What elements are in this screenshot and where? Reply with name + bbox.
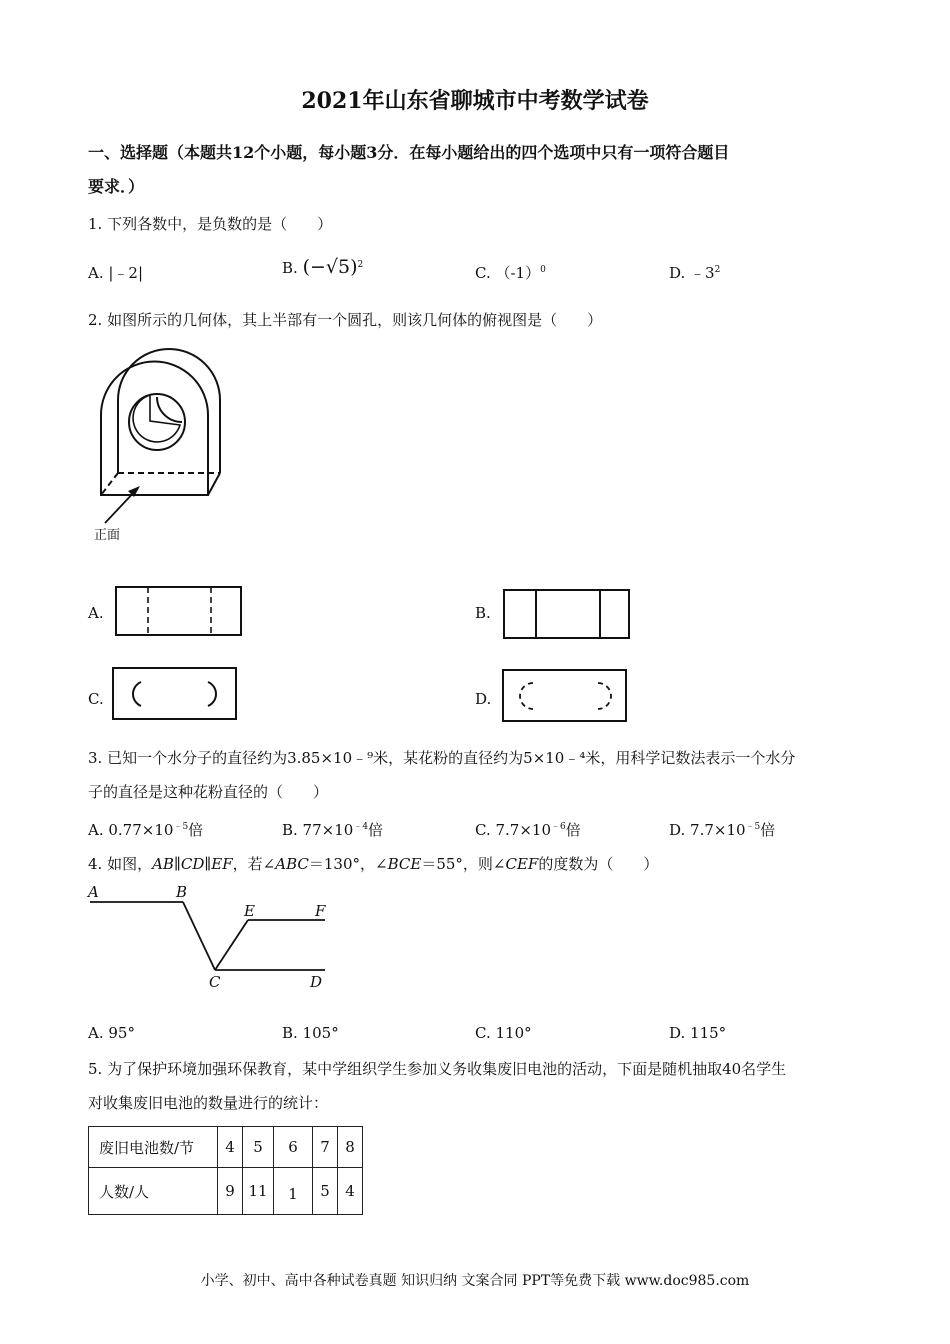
q3-option-a	[88, 819, 203, 840]
q1-option-b-prefix: B.	[282, 259, 298, 277]
table-cell: 8	[338, 1127, 363, 1168]
q2-solid-figure	[88, 345, 238, 550]
q3-option-d	[669, 819, 775, 840]
q2-option-b-label: B.	[475, 604, 491, 622]
q3-option-a-text: A. 0.77×10	[88, 821, 174, 839]
q2-option-c-label: C.	[88, 690, 104, 708]
q1-option-a: A. |﹣2|	[88, 264, 144, 282]
q2-option-c-figure	[112, 667, 239, 721]
q4-label-c: C	[209, 973, 221, 991]
q3-option-c	[475, 819, 581, 840]
table-cell: 7	[313, 1127, 338, 1168]
question-3-stem	[88, 741, 878, 809]
q3-option-c-unit: 倍	[565, 821, 581, 839]
q5-stats-table	[88, 1126, 363, 1215]
q1-option-d-text: D. ﹣3	[669, 264, 715, 282]
q4-stem-mid3: ＝55°，则∠	[421, 855, 506, 873]
q4-stem-mid2: ＝130°，∠	[308, 855, 388, 873]
page-footer: 小学、初中、高中各种试卷真题 知识归纳 文案合同 PPT等免费下载 www.doc985.com	[200, 1273, 750, 1289]
table-cell: 4	[338, 1168, 363, 1215]
table-cell: 5	[313, 1168, 338, 1215]
q4-option-a: A. 95°	[88, 1024, 135, 1042]
q3-option-c-exponent: ﹣6	[551, 822, 566, 832]
q4-stem-angle-cef: CEF	[505, 855, 539, 873]
q1-option-b	[282, 256, 363, 278]
q1-option-c-text: C. （-1）	[475, 264, 541, 282]
q3-option-b-unit: 倍	[368, 821, 384, 839]
section-heading-line1: 一、选择题（本题共12个小题，每小题3分．在每小题给出的四个选项中只有一项符合题目	[88, 143, 730, 162]
q1-option-c-exponent: 0	[540, 265, 546, 275]
table-header-cell: 废旧电池数/节	[89, 1127, 218, 1168]
section-heading	[88, 136, 868, 204]
q3-option-b-exponent: ﹣4	[353, 822, 369, 832]
q4-option-d: D. 115°	[669, 1024, 727, 1042]
q4-stem-suffix: 的度数为（ ）	[538, 855, 659, 873]
question-4-stem	[88, 847, 878, 881]
section-heading-line2: 要求．）	[88, 177, 145, 196]
q3-option-d-text: D. 7.7×10	[669, 821, 746, 839]
page-title: 2021年山东省聊城市中考数学试卷	[301, 88, 649, 114]
q3-option-a-unit: 倍	[188, 821, 204, 839]
q3-stem-line1: 3. 已知一个水分子的直径约为3.85×10﹣⁹米，某花粉的直径约为5×10﹣⁴米，用科学记数法表示一个水分	[88, 749, 796, 767]
q2-option-a-figure	[115, 586, 243, 637]
q3-option-b-text: B. 77×10	[282, 821, 354, 839]
q4-stem-angle-bce: BCE	[387, 855, 422, 873]
q3-option-a-exponent: ﹣5	[173, 822, 189, 832]
q5-stem-line1: 5. 为了保护环境加强环保教育，某中学组织学生参加义务收集废旧电池的活动，下面是随机抽取40名学生	[88, 1060, 787, 1078]
q1-option-c	[475, 262, 546, 283]
table-header-cell: 人数/人	[89, 1168, 218, 1215]
table-cell: 4	[218, 1127, 243, 1168]
q4-stem-angle-abc: ABC	[275, 855, 309, 873]
q4-label-b: B	[176, 883, 188, 901]
q4-label-a: A	[88, 883, 99, 901]
table-row	[89, 1168, 363, 1215]
q5-stem-line2: 对收集废旧电池的数量进行的统计：	[88, 1094, 329, 1112]
q2-option-d-label: D.	[475, 690, 492, 708]
q3-stem-line2: 子的直径是这种花粉直径的（ ）	[88, 783, 329, 801]
table-cell: 11	[243, 1168, 274, 1215]
table-row	[89, 1127, 363, 1168]
table-cell: 6	[274, 1127, 313, 1168]
q4-stem-prefix: 4. 如图，	[88, 855, 153, 873]
q4-option-b: B. 105°	[282, 1024, 339, 1042]
question-2-stem: 2. 如图所示的几何体，其上半部有一个圆孔，则该几何体的俯视图是（ ）	[88, 311, 603, 329]
q3-option-d-unit: 倍	[760, 821, 776, 839]
table-cell: 1	[274, 1168, 313, 1215]
table-cell: 5	[243, 1127, 274, 1168]
q1-option-b-exponent: 2	[357, 260, 364, 270]
q4-option-c: C. 110°	[475, 1024, 532, 1042]
q4-label-f: F	[315, 902, 326, 920]
q3-option-d-exponent: ﹣5	[745, 822, 761, 832]
q4-stem-mid1: ，若∠	[232, 855, 276, 873]
q4-geometry-figure	[80, 880, 340, 995]
q2-option-a-label: A.	[88, 604, 104, 622]
q1-option-b-expression: (−√5)	[302, 256, 358, 278]
q1-option-d	[669, 262, 720, 283]
question-1-stem: 1. 下列各数中，是负数的是（ ）	[88, 215, 333, 233]
q2-option-d-figure	[502, 669, 629, 723]
q3-option-c-text: C. 7.7×10	[475, 821, 551, 839]
q2-option-b-figure	[503, 589, 631, 640]
q2-front-label: 正面	[94, 528, 121, 543]
q4-label-d: D	[310, 973, 323, 991]
q4-stem-parallel: AB∥CD∥EF	[152, 855, 233, 873]
q4-label-e: E	[244, 902, 255, 920]
q3-option-b	[282, 819, 383, 840]
question-5-stem	[88, 1052, 878, 1120]
q1-option-d-exponent: 2	[714, 265, 721, 275]
table-cell: 9	[218, 1168, 243, 1215]
